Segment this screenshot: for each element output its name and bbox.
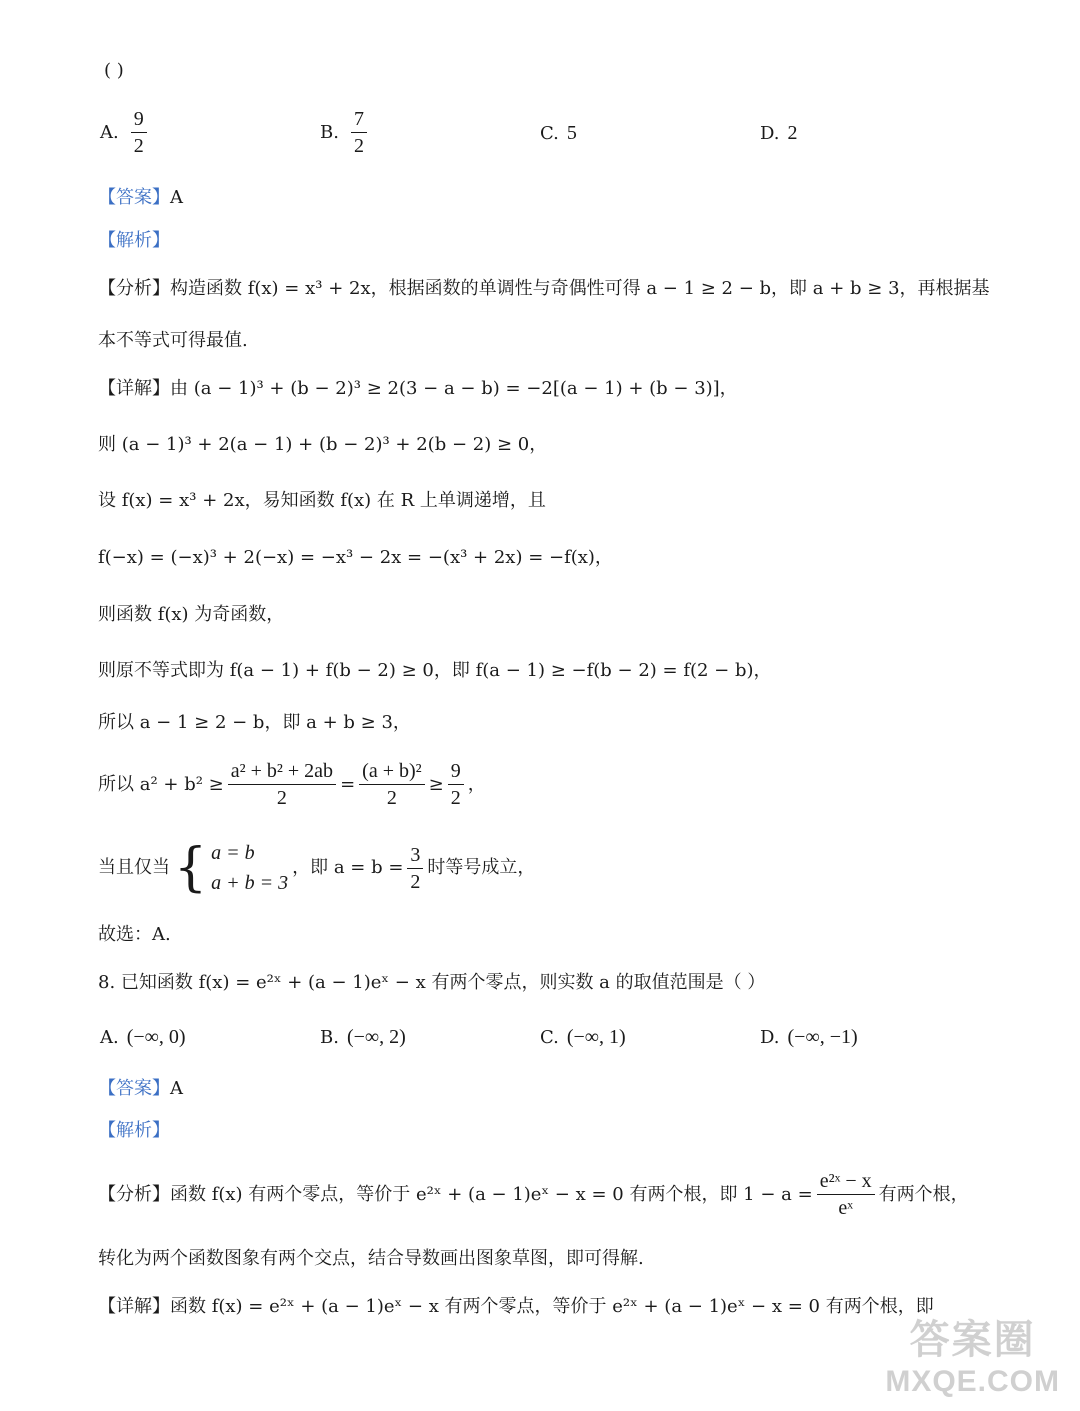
option-a: A. $\frac{9}{2}$ [100,108,151,157]
analysis-tag: 【解析】 [98,230,170,251]
watermark-logo [885,1308,1060,1399]
q8-option-c: C. (−∞, 1) [540,1026,626,1048]
fenxi-line-2: 本不等式可得最值. [98,330,248,351]
q8-stem: 8. 已知函数 f(x) = e²ˣ + (a − 1)eˣ − x 有两个零点，则实数 a 的取值范围是（ ） [98,972,766,993]
watermark-line-2: MXQE.COM [885,1365,1060,1398]
answer-line [98,185,183,211]
eq-fraction: $\frac{3}{2}$ [407,844,423,893]
answer-value: A [170,187,183,208]
inequality-line: 所以 a² + b² ≥ $\frac{\text{a² + b² + 2ab}}{2}$ = $\frac{\text{(a + b)²}}{2}$ ≥ $\frac{9}{2}$ ， [98,760,486,809]
q8-fenxi-line-2: 转化为两个函数图象有两个交点，结合导数画出图象草图，即可得解. [98,1248,644,1269]
option-a-fraction: $\frac{9}{2}$ [131,108,147,157]
q8-option-b: B. (−∞, 2) [320,1026,406,1048]
fenxi-line-1: 【分析】构造函数 f(x) = x³ + 2x，根据函数的单调性与奇偶性可得 a − 1 ≥ 2 − b，即 a + b ≥ 3，再根据基 [98,278,990,299]
ineq-fraction-2: $\frac{\text{(a + b)²}}{2}$ [359,760,424,809]
step-3: 设 f(x) = x³ + 2x，易知函数 f(x) 在 R 上单调递增，且 [98,490,546,511]
question-paren: ( ) [104,60,124,81]
xiangjie-line-1: 【详解】由 (a − 1)³ + (b − 2)³ ≥ 2(3 − a − b) = −2[(a − 1) + (b − 3)]， [98,378,738,399]
q8-xiangjie-line: 【详解】函数 f(x) = e²ˣ + (a − 1)eˣ − x 有两个零点，等价于 e²ˣ + (a − 1)eˣ − x = 0 有两个根，即 [98,1296,934,1317]
step-5: 则函数 f(x) 为奇函数， [98,604,285,625]
q8-answer-value: A [170,1078,183,1099]
step-6: 则原不等式即为 f(a − 1) + f(b − 2) ≥ 0，即 f(a − 1) ≥ −f(b − 2) = f(2 − b)， [98,660,772,681]
fenxi-tag: 【分析】 [98,278,170,299]
q8-answer-tag: 【答案】 [98,1078,170,1099]
option-d: D. 2 [760,122,798,144]
step-4: f(−x) = (−x)³ + 2(−x) = −x³ − 2x = −(x³ + 2x) = −f(x)， [98,547,613,568]
step-2: 则 (a − 1)³ + 2(a − 1) + (b − 2)³ + 2(b − 2) ≥ 0， [98,434,548,455]
ineq-fraction-1: $\frac{\text{a² + b² + 2ab}}{2}$ [228,760,336,809]
watermark-line-1: 答案圈 [909,1318,1036,1362]
option-b: B. $\frac{7}{2}$ [320,108,371,157]
q8-answer-line [98,1076,183,1102]
choose-line: 故选：A. [98,924,171,945]
q8-option-a: A. (−∞, 0) [100,1026,186,1048]
step-7: 所以 a − 1 ≥ 2 − b，即 a + b ≥ 3， [98,712,411,733]
q8-xiangjie-tag: 【详解】 [98,1296,170,1317]
equality-condition-line: 当且仅当 { a = b a + b = 3 ，即 a = b = $\frac{3}{2}$ 时等号成立， [98,838,536,898]
q8-fenxi-fraction: $\frac{\text{e²ˣ − x}}{\text{eˣ}}$ [817,1170,875,1219]
ineq-fraction-3: $\frac{9}{2}$ [448,760,464,809]
xiangjie-tag: 【详解】 [98,378,170,399]
left-brace-icon: { [174,838,208,898]
q8-analysis-tag: 【解析】 [98,1120,170,1141]
q8-fenxi-line-1: 【分析】 函数 f(x) 有两个零点，等价于 e²ˣ + (a − 1)eˣ − x = 0 有两个根，即 1 − a = $\frac{\text{e²ˣ − x}}{\text{eˣ}}$ 有两个根， [98,1170,969,1219]
equation-system: { a = b a + b = 3 [174,838,289,898]
option-c: C. 5 [540,122,577,144]
answer-tag: 【答案】 [98,187,170,208]
option-b-fraction: $\frac{7}{2}$ [351,108,367,157]
q8-option-d: D. (−∞, −1) [760,1026,858,1048]
